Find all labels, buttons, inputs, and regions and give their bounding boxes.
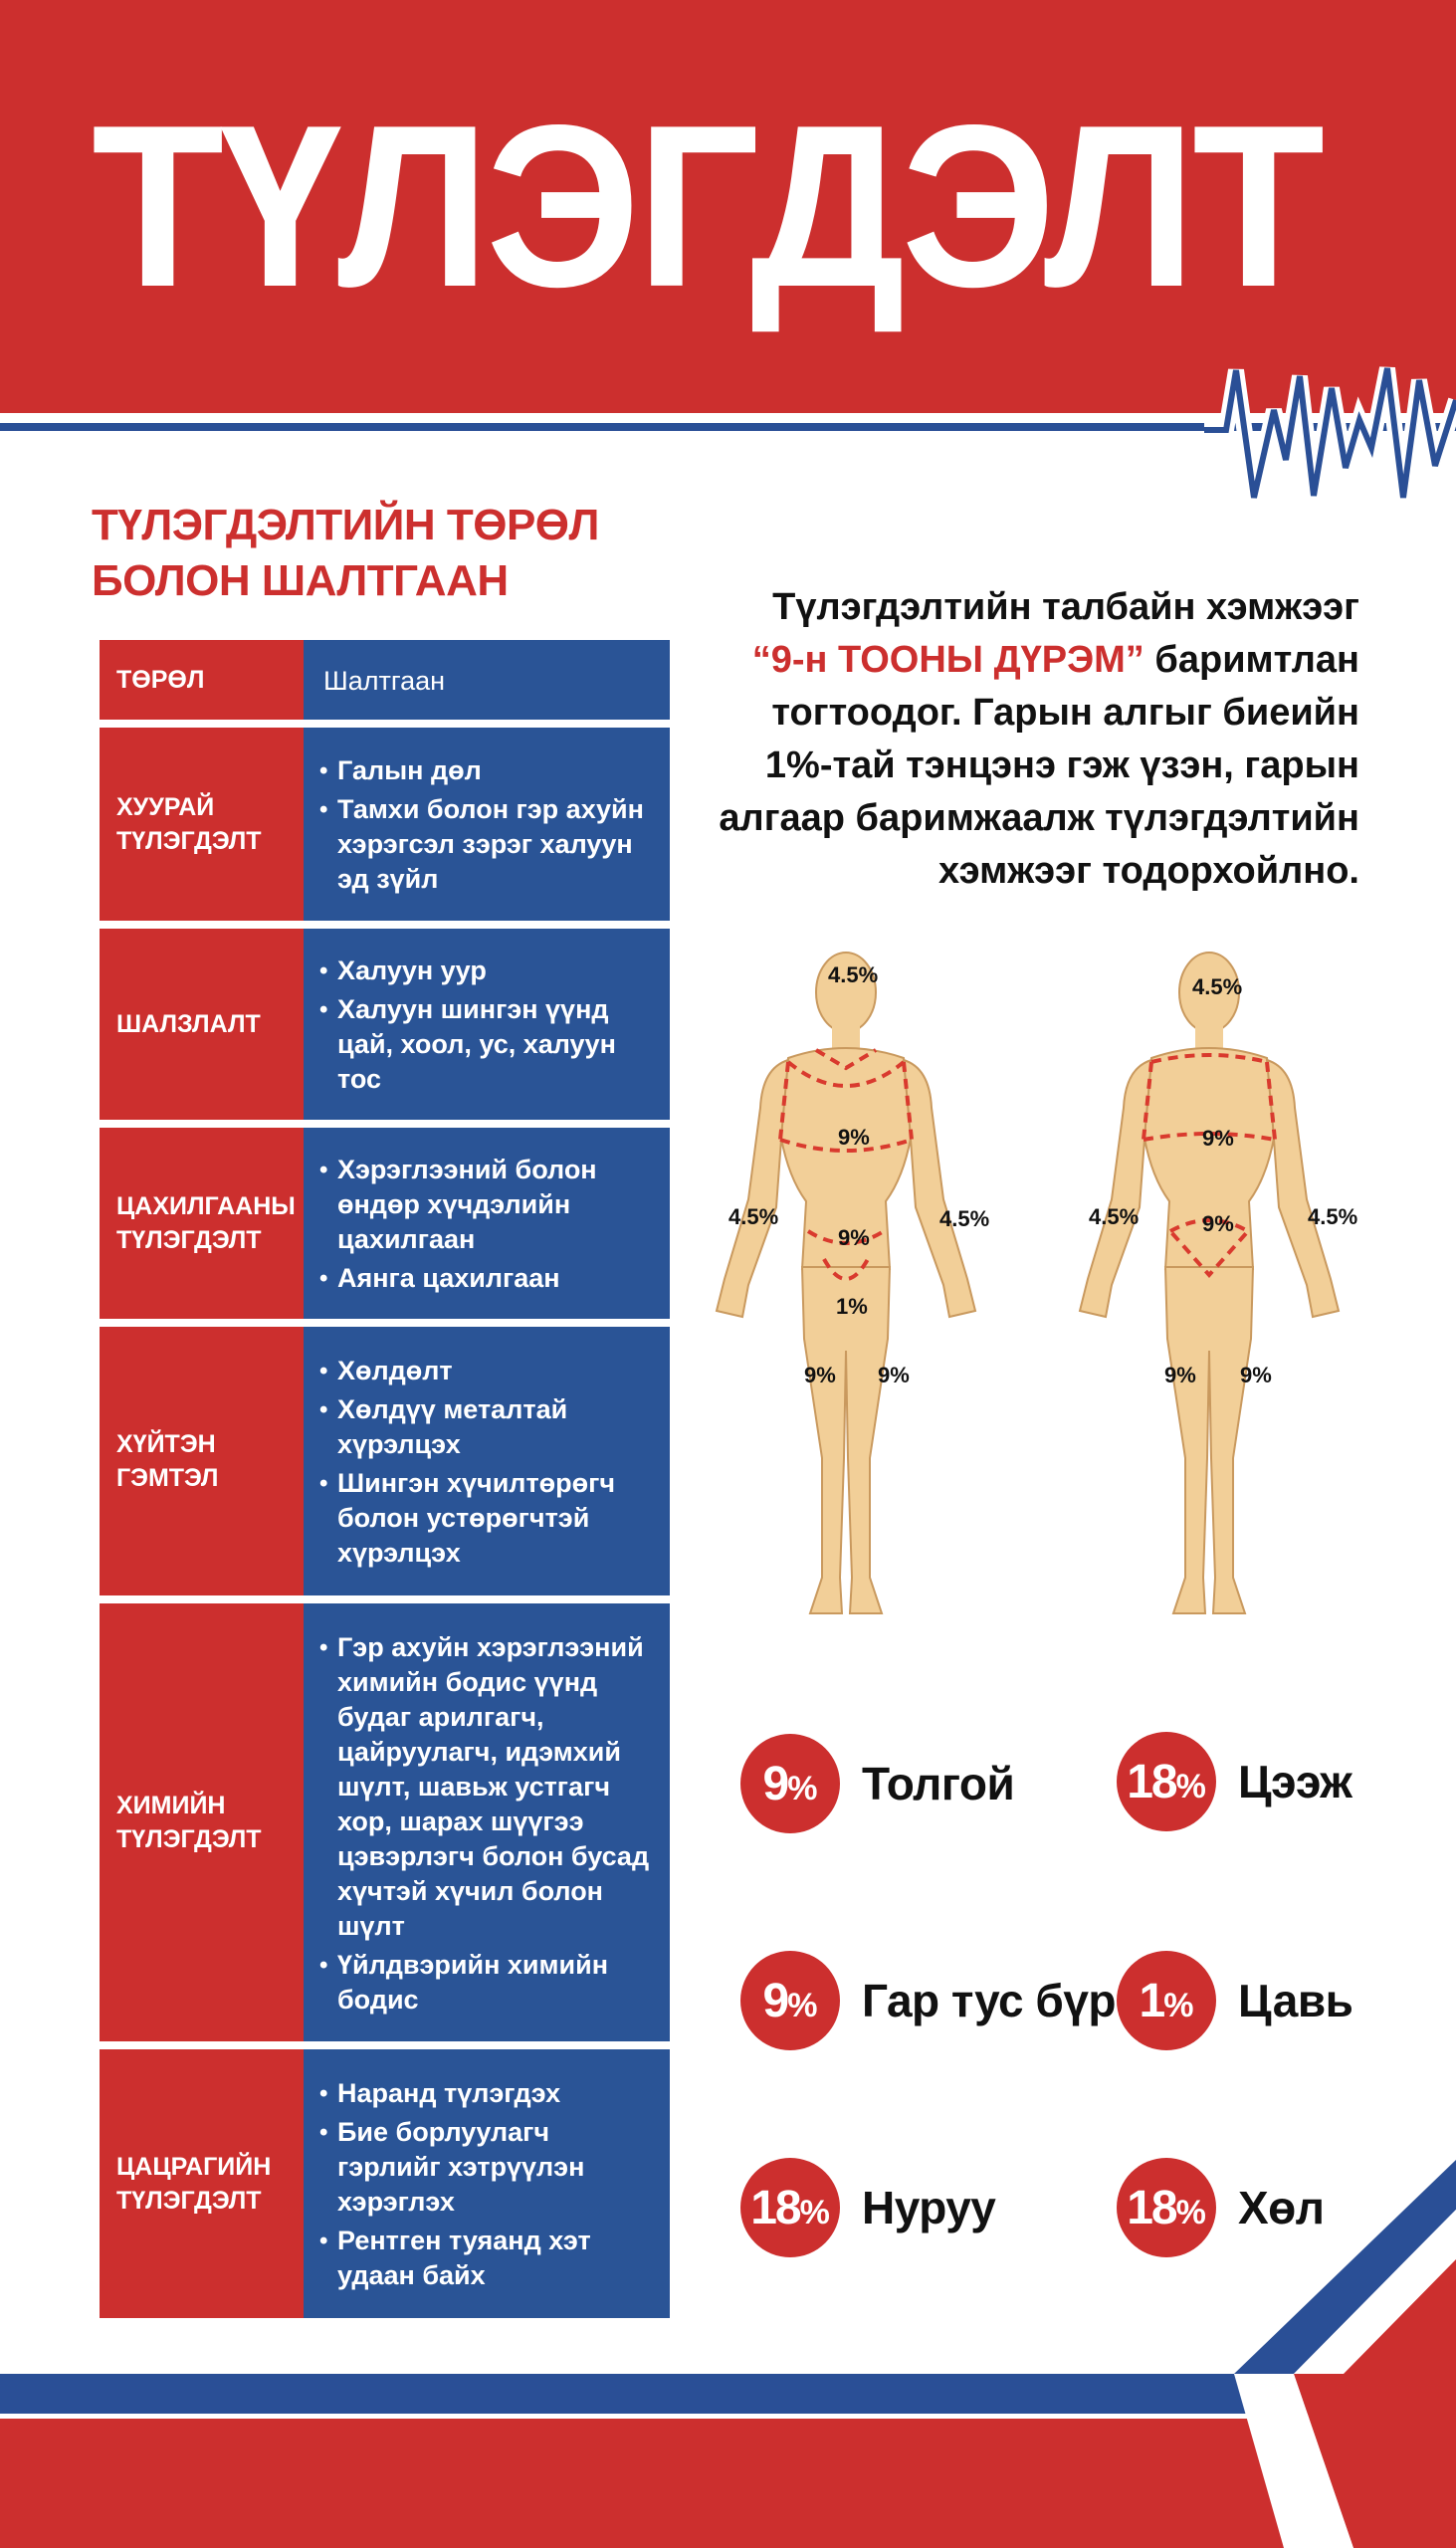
burn-types-table (100, 640, 670, 2326)
stat-chest (1117, 1732, 1352, 1831)
cause-item: • Хэрэглээний болон өндөр хүчдэлийн цахилгаан (319, 1153, 660, 1257)
front-right-arm-label: 4.5% (939, 1206, 990, 1231)
burn-cause-cell (304, 1128, 670, 1319)
cause-text: Аянга цахилгаан (337, 1263, 560, 1293)
rule-line: 1%-тай тэнцэнэ гэж үзэн, гарын (764, 744, 1359, 786)
burn-type-name: ХҮЙТЭН (116, 1430, 216, 1458)
front-left-arm-label: 4.5% (728, 1204, 779, 1229)
back-lower-label: 9% (1202, 1211, 1234, 1236)
burn-type-name: ТҮЛЭГДЭЛТ (116, 1226, 262, 1254)
cause-item: • Аянга цахилгаан (319, 1261, 660, 1296)
back-body-figure (1080, 953, 1339, 1613)
table-row (100, 929, 670, 1120)
table-header-cause: Шалтгаан (304, 640, 670, 720)
stat-label: Цавь (1238, 1975, 1353, 2026)
stat-label: Цээж (1238, 1756, 1352, 1807)
rule-line: алгаар баримжаалж түлэгдэлтийн (719, 797, 1359, 839)
burn-type-name: ХУУРАЙ (116, 793, 215, 821)
burn-type-name: ЦАЦРАГИЙН (116, 2153, 272, 2181)
burn-type-cell (100, 1603, 304, 2041)
cause-item: • Хөлдөлт (319, 1354, 660, 1388)
cause-item: • Наранд түлэгдэх (319, 2076, 660, 2111)
burn-cause-cell (304, 728, 670, 921)
page-title: ТҮЛЭГДЭЛТ (92, 78, 1322, 335)
burn-type-cell (100, 1327, 304, 1595)
cause-item: • Халуун уур (319, 954, 660, 988)
table-header-row (100, 640, 670, 720)
cause-text: Наранд түлэгдэх (337, 2078, 561, 2108)
percent-badge: 18 % (740, 2158, 840, 2257)
front-head-label: 4.5% (828, 962, 879, 987)
percent-badge: 9 % (740, 1734, 840, 1833)
burn-type-cell (100, 1128, 304, 1319)
cause-text: Үйлдвэрийн химийн бодис (337, 1949, 609, 2015)
table-row (100, 728, 670, 921)
cause-item: • Гэр ахуйн хэрэглээний химийн бодис үүнд будаг арилгагч, цайруулагч, идэмхий шүлт, шавьж устгагч хор, шарах шүүгээ цэвэрлэгч болон бусад хүчтэй хүчил болон шүлт (319, 1630, 660, 1944)
stat-arm (740, 1951, 1116, 2050)
cause-text: Хөлдүү металтай хүрэлцэх (337, 1394, 568, 1459)
burn-type-name: ТҮЛЭГДЭЛТ (116, 1825, 262, 1853)
back-left-leg-label: 9% (1164, 1363, 1196, 1387)
burn-type-name: ТҮЛЭГДЭЛТ (116, 2187, 262, 2215)
cause-item: • Тамхи болон гэр ахуйн хэрэгсэл зэрэг халуун эд зүйл (319, 792, 660, 897)
heartbeat-line-icon (1204, 348, 1456, 518)
front-right-leg-label: 9% (878, 1363, 910, 1387)
cause-item: • Үйлдвэрийн химийн бодис (319, 1948, 660, 2017)
table-row (100, 1603, 670, 2041)
percent-badge: 18 % (1117, 1732, 1216, 1831)
cause-item: • Халуун шингэн үүнд цай, хоол, ус, халуун тос (319, 992, 660, 1097)
stat-label: Нуруу (862, 2182, 996, 2233)
body-diagrams (677, 941, 1413, 1657)
stat-label: Гар тус бүр (862, 1975, 1117, 2026)
cause-item: • Хөлдүү металтай хүрэлцэх (319, 1392, 660, 1462)
back-head-label: 4.5% (1192, 974, 1243, 999)
cause-text: Шингэн хүчилтөрөгч болон устөрөгчтэй хүрэлцэх (337, 1468, 616, 1568)
table-header-type: ТӨРӨЛ (100, 640, 304, 720)
footer-decoration (0, 2140, 1456, 2548)
back-upper-label: 9% (1202, 1126, 1234, 1151)
cause-item: • Шингэн хүчилтөрөгч болон устөрөгчтэй хүрэлцэх (319, 1466, 660, 1571)
burn-cause-cell (304, 1327, 670, 1595)
percent-badge: 9 % (740, 1951, 840, 2050)
burn-cause-cell (304, 929, 670, 1120)
cause-item: • Галын дөл (319, 753, 660, 788)
burn-type-name: ГЭМТЭЛ (116, 1464, 219, 1492)
table-row (100, 1327, 670, 1595)
rule-line (687, 634, 1359, 687)
burn-type-name: ТҮЛЭГДЭЛТ (116, 827, 262, 855)
front-body-figure (717, 953, 975, 1613)
burn-type-name: ШАЛЗЛАЛТ (116, 1010, 261, 1038)
section-title-line-2: БОЛОН ШАЛТГААН (92, 556, 509, 605)
rule-of-nines-highlight: “9-н ТООНЫ ДҮРЭМ” (751, 639, 1144, 681)
cause-text: Хөлдөлт (337, 1356, 453, 1385)
burn-cause-cell (304, 1603, 670, 2041)
cause-text: Хэрэглээний болон өндөр хүчдэлийн цахилгаан (337, 1155, 597, 1254)
body-illustration (677, 941, 1413, 1657)
cause-text: Тамхи болон гэр ахуйн хэрэгсэл зэрэг халуун эд зүйл (337, 794, 644, 894)
burn-type-name: ХИМИЙН (116, 1792, 226, 1819)
stat-head (740, 1734, 1014, 1833)
cause-text: Рентген туяанд хэт удаан байх (337, 2226, 591, 2290)
rule-of-nines-description (687, 581, 1359, 898)
cause-text: Халуун шингэн үүнд цай, хоол, ус, халуун тос (337, 994, 616, 1094)
front-groin-label: 1% (836, 1294, 868, 1319)
cause-text: Бие борлуулагч гэрлийг хэтрүүлэн хэрэглэх (337, 2117, 585, 2217)
back-left-arm-label: 4.5% (1089, 1204, 1140, 1229)
stat-groin (1117, 1951, 1352, 2050)
percent-badge: 1 % (1117, 1951, 1216, 2050)
percent-badge: 18 % (1117, 2158, 1216, 2257)
front-chest-label: 9% (838, 1125, 870, 1150)
rule-line: тогтоодог. Гарын алгыг биеийн (771, 692, 1359, 734)
front-abdomen-label: 9% (838, 1225, 870, 1250)
burn-type-cell (100, 929, 304, 1120)
cause-text: Галын дөл (337, 755, 482, 785)
front-left-leg-label: 9% (804, 1363, 836, 1387)
section-title (92, 498, 599, 609)
rule-line-rest: баримтлан (1144, 639, 1359, 681)
cause-item: • Бие борлуулагч гэрлийг хэтрүүлэн хэрэглэх (319, 2115, 660, 2220)
burn-type-name: ЦАХИЛГААНЫ (116, 1192, 296, 1220)
back-right-leg-label: 9% (1240, 1363, 1272, 1387)
rule-line: Түлэгдэлтийн талбайн хэмжээг (772, 586, 1359, 628)
back-right-arm-label: 4.5% (1308, 1204, 1358, 1229)
table-row (100, 1128, 670, 1319)
cause-text: Халуун уур (337, 956, 487, 985)
stat-label: Хөл (1238, 2182, 1325, 2233)
cause-text: Гэр ахуйн хэрэглээний химийн бодис үүнд будаг арилгагч, цайруулагч, идэмхий шүлт, шавьж устгагч хор, шарах шүүгээ цэвэрлэгч болон бусад хүчтэй хүчил болон шүлт (337, 1631, 650, 1941)
section-title-line-1: ТҮЛЭГДЭЛТИЙН ТӨРӨЛ (92, 501, 599, 549)
rule-line: хэмжээг тодорхойлно. (937, 850, 1359, 892)
cause-item: • Рентген туяанд хэт удаан байх (319, 2224, 660, 2293)
burn-type-cell (100, 728, 304, 921)
stat-label: Толгой (862, 1758, 1015, 1809)
